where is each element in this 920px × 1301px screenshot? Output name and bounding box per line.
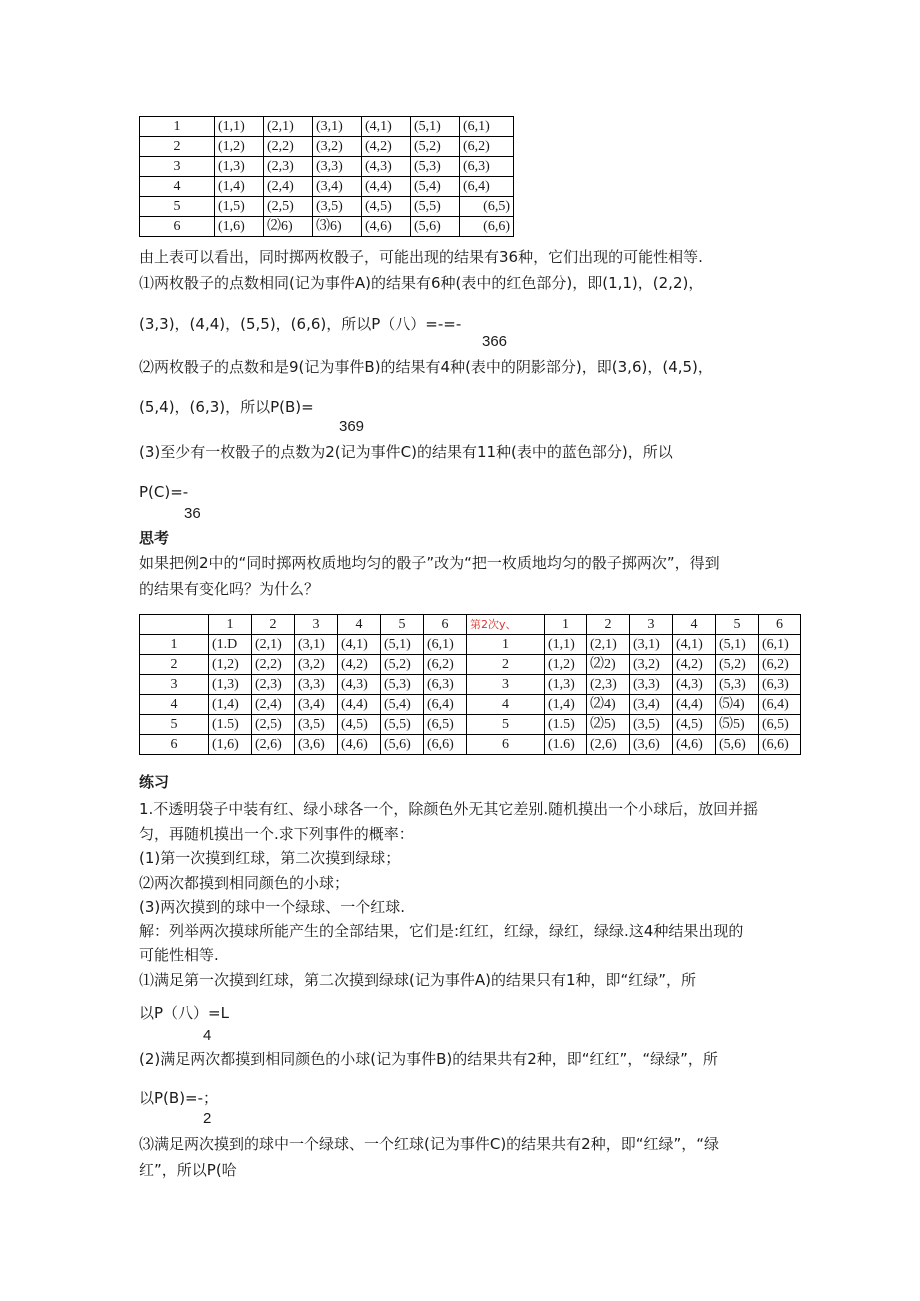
outcome-cell: (2,6) bbox=[252, 735, 295, 755]
outcome-cell: (6,1) bbox=[460, 117, 514, 137]
outcome-cell: (3,2) bbox=[295, 655, 338, 675]
outcome-cell: ⑸5) bbox=[716, 715, 759, 735]
header-cell: 2 bbox=[587, 615, 630, 635]
heading-think: 思考 bbox=[139, 529, 170, 547]
outcome-cell: (2,5) bbox=[264, 197, 313, 217]
outcome-cell: (5,1) bbox=[411, 117, 460, 137]
paragraph-think-2: 的结果有变化吗？为什么？ bbox=[139, 580, 320, 598]
solution-part-2: (2)满足两次都摸到相同颜色的小球(记为事件B)的结果共有2种，即“红红”，“绿绿”，所 bbox=[139, 1050, 718, 1068]
table-row bbox=[140, 655, 801, 675]
fraction-denominator-b: 369 bbox=[339, 418, 365, 435]
outcome-cell: (6,4) bbox=[424, 695, 467, 715]
outcome-cell: (4,4) bbox=[362, 177, 411, 197]
table-row bbox=[140, 197, 514, 217]
outcome-cell: (3,5) bbox=[295, 715, 338, 735]
header-cell: 1 bbox=[209, 615, 252, 635]
outcome-cell: (1,1) bbox=[545, 635, 587, 655]
fraction-denominator-c: 36 bbox=[184, 505, 201, 522]
outcome-cell: (4,1) bbox=[338, 635, 381, 655]
outcome-cell: (1,3) bbox=[215, 157, 264, 177]
outcome-cell: (2,5) bbox=[252, 715, 295, 735]
question-1-line-2: 匀，再随机摸出一个.求下列事件的概率： bbox=[139, 825, 414, 843]
outcome-cell: (1,4) bbox=[209, 695, 252, 715]
outcome-cell: (5,4) bbox=[411, 177, 460, 197]
outcome-cell: (5,6) bbox=[411, 217, 460, 237]
outcome-cell: (5,6) bbox=[381, 735, 424, 755]
outcome-cell: (4,2) bbox=[673, 655, 716, 675]
outcome-cell: (5,2) bbox=[411, 137, 460, 157]
outcome-cell: (2,3) bbox=[252, 675, 295, 695]
row-label-cell: 1 bbox=[140, 635, 209, 655]
header-cell: 第2次y、 bbox=[467, 615, 545, 635]
outcome-cell: (2,3) bbox=[264, 157, 313, 177]
outcome-cell: (4,2) bbox=[338, 655, 381, 675]
outcome-cell: (5,1) bbox=[381, 635, 424, 655]
header-cell: 6 bbox=[759, 615, 801, 635]
outcome-cell: ⑵2) bbox=[587, 655, 630, 675]
header-cell: 1 bbox=[545, 615, 587, 635]
row-label-cell: 6 bbox=[467, 735, 545, 755]
row-label-cell: 4 bbox=[140, 695, 209, 715]
outcome-cell: (2,2) bbox=[264, 137, 313, 157]
outcome-cell: (1.5) bbox=[545, 715, 587, 735]
paragraph-think-1: 如果把例2中的“同时掷两枚质地均匀的骰子”改为“把一枚质地均匀的骰子掷两次”，得到 bbox=[139, 554, 720, 572]
outcome-cell: (5,4) bbox=[381, 695, 424, 715]
outcome-cell: (6,5) bbox=[424, 715, 467, 735]
paragraph-event-c-prob: P(C)=- bbox=[139, 483, 189, 501]
fraction-denominator-2: 2 bbox=[203, 1110, 212, 1127]
outcome-cell: (4,4) bbox=[338, 695, 381, 715]
outcome-cell: (2,1) bbox=[587, 635, 630, 655]
paragraph-event-a: ⑴两枚骰子的点数相同(记为事件A)的结果有6种(表中的红色部分)，即(1,1)，(2,2)， bbox=[139, 274, 704, 292]
outcome-cell: (2,2) bbox=[252, 655, 295, 675]
row-label-cell: 3 bbox=[467, 675, 545, 695]
question-1-part-2: ⑵两次都摸到相同颜色的小球； bbox=[139, 874, 350, 892]
outcome-cell: (3,5) bbox=[630, 715, 673, 735]
paragraph-event-b: ⑵两枚骰子的点数和是9(记为事件B)的结果有4种(表中的阴影部分)，即(3,6)，(4,5)， bbox=[139, 358, 713, 376]
outcome-cell: (6,1) bbox=[759, 635, 801, 655]
outcome-cell: (6,4) bbox=[759, 695, 801, 715]
outcome-cell: (1,6) bbox=[215, 217, 264, 237]
outcome-cell: (5,5) bbox=[411, 197, 460, 217]
outcome-cell: (3,5) bbox=[313, 197, 362, 217]
paragraph-36-results: 由上表可以看出，同时掷两枚骰子，可能出现的结果有36种，它们出现的可能性相等. bbox=[139, 248, 703, 266]
outcome-cell: (5,5) bbox=[381, 715, 424, 735]
outcome-cell: (5,3) bbox=[716, 675, 759, 695]
table1-body bbox=[140, 117, 514, 237]
header-cell: 5 bbox=[716, 615, 759, 635]
outcome-cell: (1.D bbox=[209, 635, 252, 655]
question-1-line-1: 1.不透明袋子中装有红、绿小球各一个，除颜色外无其它差别.随机摸出一个小球后，放回并摇 bbox=[139, 800, 759, 818]
outcome-cell: (3,6) bbox=[630, 735, 673, 755]
outcome-cell: (2,6) bbox=[587, 735, 630, 755]
outcome-cell: (5,1) bbox=[716, 635, 759, 655]
outcome-cell: (4,1) bbox=[362, 117, 411, 137]
outcome-cell: (6,5) bbox=[460, 197, 514, 217]
outcome-cell: (6,3) bbox=[759, 675, 801, 695]
row-label-cell: 5 bbox=[140, 715, 209, 735]
fraction-denominator-4: 4 bbox=[203, 1027, 212, 1044]
outcome-cell: (3,3) bbox=[630, 675, 673, 695]
outcome-cell: (2,4) bbox=[252, 695, 295, 715]
outcome-cell: (6,3) bbox=[460, 157, 514, 177]
outcome-cell: (6,4) bbox=[460, 177, 514, 197]
dice-outcome-table bbox=[139, 116, 514, 237]
header-cell: 4 bbox=[673, 615, 716, 635]
outcome-cell: (2,3) bbox=[587, 675, 630, 695]
outcome-cell: (1,3) bbox=[209, 675, 252, 695]
outcome-cell: ⑶6) bbox=[313, 217, 362, 237]
header-cell: 2 bbox=[252, 615, 295, 635]
outcome-cell: (3,1) bbox=[630, 635, 673, 655]
outcome-cell: (6,1) bbox=[424, 635, 467, 655]
table-row bbox=[140, 177, 514, 197]
outcome-cell: (4,6) bbox=[362, 217, 411, 237]
row-label-cell: 3 bbox=[140, 675, 209, 695]
outcome-cell: (3,3) bbox=[313, 157, 362, 177]
outcome-cell: (4,5) bbox=[673, 715, 716, 735]
outcome-cell: (1,5) bbox=[215, 197, 264, 217]
outcome-cell: (3,2) bbox=[313, 137, 362, 157]
table-row bbox=[140, 137, 514, 157]
solution-line-2: 可能性相等. bbox=[139, 946, 219, 964]
outcome-cell: (1,6) bbox=[209, 735, 252, 755]
outcome-cell: (1,1) bbox=[215, 117, 264, 137]
outcome-cell: (3,2) bbox=[630, 655, 673, 675]
outcome-cell: (6,6) bbox=[424, 735, 467, 755]
outcome-cell: (2,1) bbox=[252, 635, 295, 655]
table2-body bbox=[140, 615, 801, 755]
outcome-cell: (4,5) bbox=[338, 715, 381, 735]
row-label-cell: 6 bbox=[140, 735, 209, 755]
outcome-cell: (3,4) bbox=[313, 177, 362, 197]
row-label-cell: 2 bbox=[467, 655, 545, 675]
solution-part-3-cont: 红”，所以P(哈 bbox=[139, 1161, 237, 1179]
outcome-cell: (1,2) bbox=[209, 655, 252, 675]
question-1-part-1: (1)第一次摸到红球，第二次摸到绿球； bbox=[139, 849, 401, 867]
table-row bbox=[140, 675, 801, 695]
outcome-cell: (1.5) bbox=[209, 715, 252, 735]
outcome-cell: (3,6) bbox=[295, 735, 338, 755]
solution-part-3: ⑶满足两次摸到的球中一个绿球、一个红球(记为事件C)的结果共有2种，即“红绿”，“绿 bbox=[139, 1135, 720, 1153]
outcome-cell: ⑵4) bbox=[587, 695, 630, 715]
header-cell: 6 bbox=[424, 615, 467, 635]
outcome-cell: (6,6) bbox=[460, 217, 514, 237]
heading-practice: 练习 bbox=[139, 773, 170, 791]
table-header-row bbox=[140, 615, 801, 635]
outcome-cell: (5,2) bbox=[716, 655, 759, 675]
outcome-cell: (5,2) bbox=[381, 655, 424, 675]
header-cell: 3 bbox=[295, 615, 338, 635]
table-row bbox=[140, 217, 514, 237]
outcome-cell: (6,6) bbox=[759, 735, 801, 755]
outcome-cell: (4,6) bbox=[673, 735, 716, 755]
outcome-cell: (3,3) bbox=[295, 675, 338, 695]
outcome-cell: (6,2) bbox=[424, 655, 467, 675]
outcome-cell: (5,3) bbox=[411, 157, 460, 177]
outcome-cell: (5,3) bbox=[381, 675, 424, 695]
outcome-cell: (4,3) bbox=[673, 675, 716, 695]
outcome-cell: (4,6) bbox=[338, 735, 381, 755]
outcome-cell: (3,1) bbox=[313, 117, 362, 137]
solution-part-2-prob: 以P(B)=-； bbox=[139, 1089, 219, 1107]
header-cell: 5 bbox=[381, 615, 424, 635]
outcome-cell: (1,3) bbox=[545, 675, 587, 695]
question-1-part-3: (3)两次摸到的球中一个绿球、一个红球. bbox=[139, 898, 406, 916]
outcome-cell: ⑵6) bbox=[264, 217, 313, 237]
outcome-cell: (6,2) bbox=[460, 137, 514, 157]
outcome-cell: (3,4) bbox=[295, 695, 338, 715]
paragraph-event-c: (3)至少有一枚骰子的点数为2(记为事件C)的结果有11种(表中的蓝色部分)，所以 bbox=[139, 443, 673, 461]
row-label-cell: 1 bbox=[467, 635, 545, 655]
outcome-cell: (1,2) bbox=[545, 655, 587, 675]
outcome-cell: (6,5) bbox=[759, 715, 801, 735]
outcome-cell: (1,2) bbox=[215, 137, 264, 157]
outcome-cell: (2,4) bbox=[264, 177, 313, 197]
outcome-cell: (4,5) bbox=[362, 197, 411, 217]
table-row bbox=[140, 117, 514, 137]
outcome-cell: (4,3) bbox=[362, 157, 411, 177]
table-row bbox=[140, 157, 514, 177]
two-throw-tables bbox=[139, 614, 801, 755]
solution-line-1: 解：列举两次摸球所能产生的全部结果，它们是:红红，红绿，绿红，绿绿.这4种结果出现的 bbox=[139, 922, 744, 940]
table-row bbox=[140, 695, 801, 715]
header-cell bbox=[140, 615, 209, 635]
table-row bbox=[140, 715, 801, 735]
row-label-cell: 5 bbox=[467, 715, 545, 735]
row-label-cell: 1 bbox=[140, 117, 215, 137]
header-cell: 3 bbox=[630, 615, 673, 635]
solution-part-1-prob: 以P（八）=L bbox=[139, 1004, 229, 1022]
outcome-cell: (4,2) bbox=[362, 137, 411, 157]
outcome-cell: (4,4) bbox=[673, 695, 716, 715]
row-label-cell: 6 bbox=[140, 217, 215, 237]
outcome-cell: (4,3) bbox=[338, 675, 381, 695]
row-label-cell: 3 bbox=[140, 157, 215, 177]
fraction-denominator-a: 366 bbox=[482, 333, 508, 350]
outcome-cell: (3,1) bbox=[295, 635, 338, 655]
outcome-cell: (1,4) bbox=[215, 177, 264, 197]
outcome-cell: (6,3) bbox=[424, 675, 467, 695]
outcome-cell: (6,2) bbox=[759, 655, 801, 675]
paragraph-event-a-cont: (3,3)，(4,4)，(5,5)，(6,6)，所以P（八）=-=- bbox=[139, 315, 462, 333]
row-label-cell: 2 bbox=[140, 137, 215, 157]
solution-part-1: ⑴满足第一次摸到红球，第二次摸到绿球(记为事件A)的结果只有1种，即“红绿”，所 bbox=[139, 971, 697, 989]
outcome-cell: (4,1) bbox=[673, 635, 716, 655]
outcome-cell: (5,6) bbox=[716, 735, 759, 755]
outcome-cell: ⑸4) bbox=[716, 695, 759, 715]
outcome-cell: (1,4) bbox=[545, 695, 587, 715]
outcome-cell: (2,1) bbox=[264, 117, 313, 137]
paragraph-event-b-cont: (5,4)，(6,3)，所以P(B)= bbox=[139, 398, 314, 416]
row-label-cell: 2 bbox=[140, 655, 209, 675]
outcome-cell: (3,4) bbox=[630, 695, 673, 715]
row-label-cell: 5 bbox=[140, 197, 215, 217]
header-cell: 4 bbox=[338, 615, 381, 635]
table-row bbox=[140, 635, 801, 655]
outcome-cell: (1.6) bbox=[545, 735, 587, 755]
row-label-cell: 4 bbox=[467, 695, 545, 715]
row-label-cell: 4 bbox=[140, 177, 215, 197]
table-row bbox=[140, 735, 801, 755]
outcome-cell: ⑵5) bbox=[587, 715, 630, 735]
